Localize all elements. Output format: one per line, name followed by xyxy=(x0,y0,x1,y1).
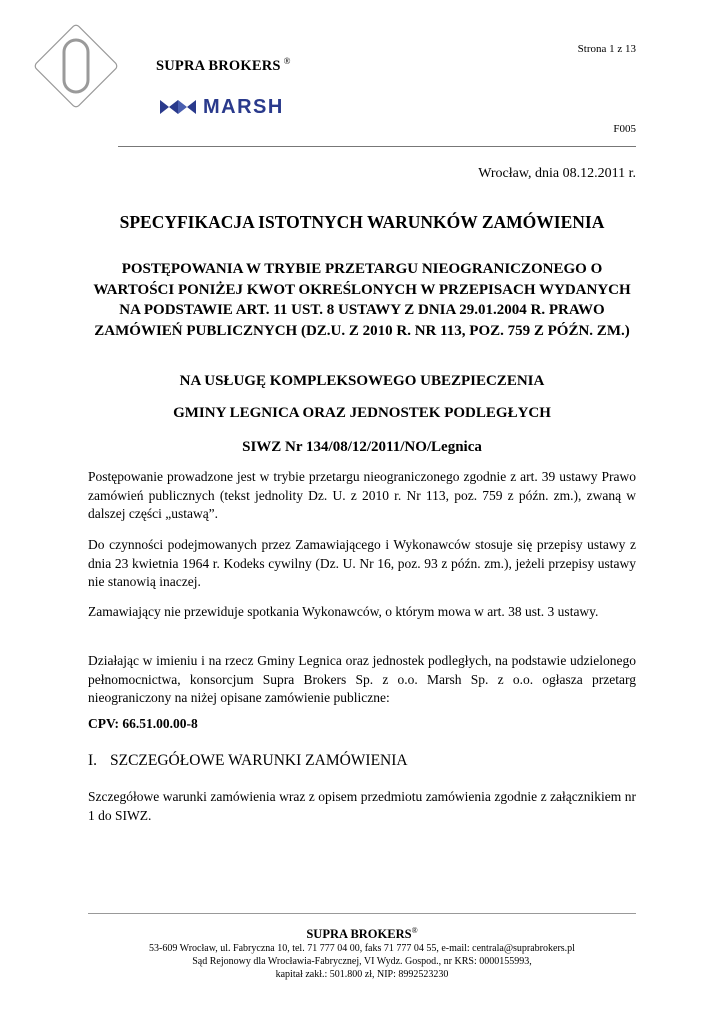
section-heading xyxy=(88,752,408,770)
marsh-wordmark: MARSH xyxy=(203,96,284,118)
paragraph-meeting: Zamawiający nie przewiduje spotkania Wykonawców, o którym mowa w art. 38 ust. 3 ustawy. xyxy=(88,604,599,619)
marsh-logo xyxy=(160,96,284,118)
section-number: I. xyxy=(88,752,98,769)
brand-name: SUPRA BROKERS ® xyxy=(156,56,291,74)
cpv-code: CPV: 66.51.00.00-8 xyxy=(88,716,198,731)
footer-registered-mark: ® xyxy=(411,926,418,935)
section-paragraph: Szczegółowe warunki zamówienia wraz z opisem przedmiotu zamówienia zgodnie z załącznikiem nr 1 do SIWZ. xyxy=(88,789,636,823)
header-divider xyxy=(118,146,636,147)
section-title: SZCZEGÓŁOWE WARUNKI ZAMÓWIENIA xyxy=(110,752,408,769)
paragraph-procedure: Postępowanie prowadzone jest w trybie przetargu nieograniczonego zgodnie z art. 39 ustawy Prawo zamówień publicznych (tekst jednolity Dz. U. z 2010 r. Nr 113, poz. 759 z późn. zm.), zwaną w dalszej części „ustawą”. xyxy=(88,469,636,521)
footer-court: Sąd Rejonowy dla Wrocławia-Fabrycznej, VI Wydz. Gospod., nr KRS: 0000155993, xyxy=(192,956,532,967)
paragraph-civil-code: Do czynności podejmowanych przez Zamawiającego i Wykonawców stosuje się przepisy ustawy z dnia 23 kwietnia 1964 r. Kodeks cywilny (Dz. U. Nr 16, poz. 93 z późn. zm.), jeżeli przepisy ustawy nie stanowią inaczej. xyxy=(88,537,636,589)
service-heading: NA USŁUGĘ KOMPLEKSOWEGO UBEZPIECZENIA xyxy=(179,373,545,389)
footer-capital: kapitał zakł.: 501.800 zł, NIP: 8992523230 xyxy=(275,969,449,980)
document-date: Wrocław, dnia 08.12.2011 r. xyxy=(478,166,636,181)
siwz-number: SIWZ Nr 134/08/12/2011/NO/Legnica xyxy=(242,439,482,455)
page-number: Strona 1 z 13 xyxy=(577,43,636,55)
entity-heading: GMINY LEGNICA ORAZ JEDNOSTEK PODLEGŁYCH xyxy=(173,405,551,421)
footer-brand: SUPRA BROKERS® xyxy=(306,926,418,942)
footer-divider xyxy=(88,913,636,914)
form-code: F005 xyxy=(613,123,636,135)
document-subtitle: POSTĘPOWANIA W TRYBIE PRZETARGU NIEOGRANICZONEGO O WARTOŚCI PONIŻEJ KWOT OKREŚLONYCH W PRZEPISACH WYDANYCH NA PODSTAWIE ART. 11 UST. 8 USTAWY Z DNIA 29.01.2004 R. PRAWO ZAMÓWIEŃ PUBLICZNYCH (DZ.U. Z 2010 R. NR 113, POZ. 759 Z PÓŹN. ZM.) xyxy=(93,261,631,339)
registered-mark: ® xyxy=(283,56,291,66)
paragraph-consortium: Działając w imieniu i na rzecz Gminy Legnica oraz jednostek podległych, na podstawie udzielonego pełnomocnictwa, konsorcjum Supra Brokers Sp. z o.o. Marsh Sp. z o.o. ogłasza przetarg nieograniczony na niżej opisane zamówienie publiczne: xyxy=(88,653,636,705)
marsh-emblem-icon xyxy=(160,98,196,116)
supra-brokers-logo xyxy=(28,18,124,114)
footer-address: 53-609 Wrocław, ul. Fabryczna 10, tel. 71 777 04 00, faks 71 777 04 55, e-mail: centrala@suprabrokers.pl xyxy=(149,943,575,954)
document-title: SPECYFIKACJA ISTOTNYCH WARUNKÓW ZAMÓWIENIA xyxy=(119,212,605,232)
